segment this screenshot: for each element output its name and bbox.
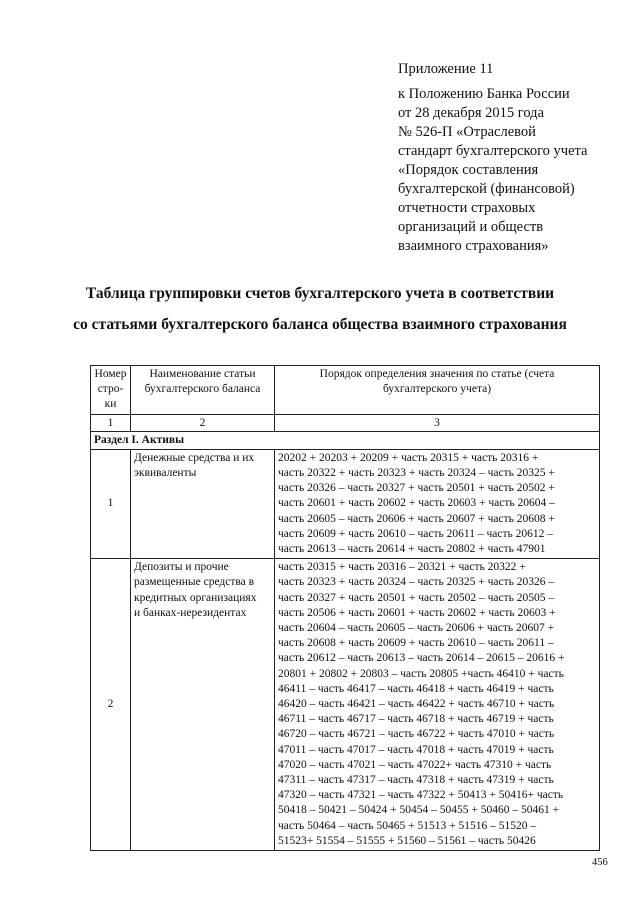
grouping-table [90,365,600,851]
table-header-row [91,366,600,415]
item-formula: 20202 + 20203 + 20209 + часть 20315 + часть 20316 + часть 20322 + часть 20323 + часть 20324 – часть 20325 + часть 20326 – часть 20327 + часть 20501 + часть 20502 + часть 20601 + часть 20602 + часть 20603 + часть 20604 – часть 20605 – часть 20606 + часть 20607 + часть 20608 + часть 20609 + часть 20610 – часть 20611 – часть 20612 – часть 20613 – часть 20614 + часть 20802 + часть 47901 [275,449,600,558]
appendix-line: стандарт бухгалтерского учета [398,143,588,159]
section-row [91,431,600,449]
column-number: 3 [275,414,600,431]
item-formula: часть 20315 + часть 20316 – 20321 + часть 20322 + часть 20323 + часть 20324 – часть 20325 + часть 20326 – часть 20327 + часть 20501 + часть 20502 – часть 20505 – часть 20506 + часть 20601 + часть 20602 + часть 20603 + часть 20604 – часть 20605 – часть 20606 + часть 20607 + часть 20608 + часть 20609 + часть 20610 – часть 20611 – часть 20612 – часть 20613 – часть 20614 – 20615 – 20616 + 20801 + 20802 + 20803 – часть 20805 +часть 46410 + часть 46411 – часть 46417 – часть 46418 + часть 46419 + часть 46420 – часть 46421 – часть 46422 + часть 46710 + часть 46711 – часть 46717 – часть 46718 + часть 46719 + часть 46720 – часть 46721 – часть 46722 + часть 47010 + часть 47011 – часть 47017 – часть 47018 + часть 47019 + часть 47020 – часть 47021 – часть 47022+ часть 47310 + часть 47311 – часть 47317 – часть 47318 + часть 47319 + часть 47320 – часть 47321 – часть 47322 + 50413 + 50416+ часть 50418 – 50421 – 50424 + 50454 – 50455 + 50460 – 50461 + часть 50464 – часть 50465 + 51513 + 51516 – 51520 – 51523+ 51554 – 51555 + 51560 – 51561 – часть 50426 [275,559,600,851]
header-row-number: Номер стро- ки [91,366,131,415]
table-row [91,449,600,558]
page-number: 456 [592,857,608,868]
appendix-block [398,60,628,256]
item-name: Депозиты и прочие размещенные средства в кредитных организациях и банках-нерезидентах [131,559,275,851]
appendix-title: Приложение 11 [398,61,494,77]
section-title: Раздел I. Активы [91,431,600,449]
item-name: Денежные средства и их эквиваленты [131,449,275,558]
appendix-line: взаимного страхования» [398,238,549,254]
document-title-line-2: со статьями бухгалтерского баланса общества взаимного страхования [73,316,567,333]
appendix-line: к Положению Банка России [398,86,570,102]
header-value-order: Порядок определения значения по статье (счета бухгалтерского учета) [275,366,600,415]
appendix-line: бухгалтерской (финансовой) [398,181,575,197]
appendix-line: отчетности страховых [398,200,536,216]
appendix-line: от 28 декабря 2015 года [398,105,544,121]
column-number: 1 [91,414,131,431]
header-item-name: Наименование статьи бухгалтерского баланса [131,366,275,415]
row-number: 1 [91,449,131,558]
appendix-line: № 526-П «Отраслевой [398,124,536,140]
appendix-line: организаций и обществ [398,219,544,235]
column-number: 2 [131,414,275,431]
appendix-line: «Порядок составления [398,162,539,178]
column-number-row [91,414,600,431]
table-row [91,559,600,851]
document-title-line-1: Таблица группировки счетов бухгалтерского учета в соответствии [85,285,555,302]
row-number: 2 [91,559,131,851]
